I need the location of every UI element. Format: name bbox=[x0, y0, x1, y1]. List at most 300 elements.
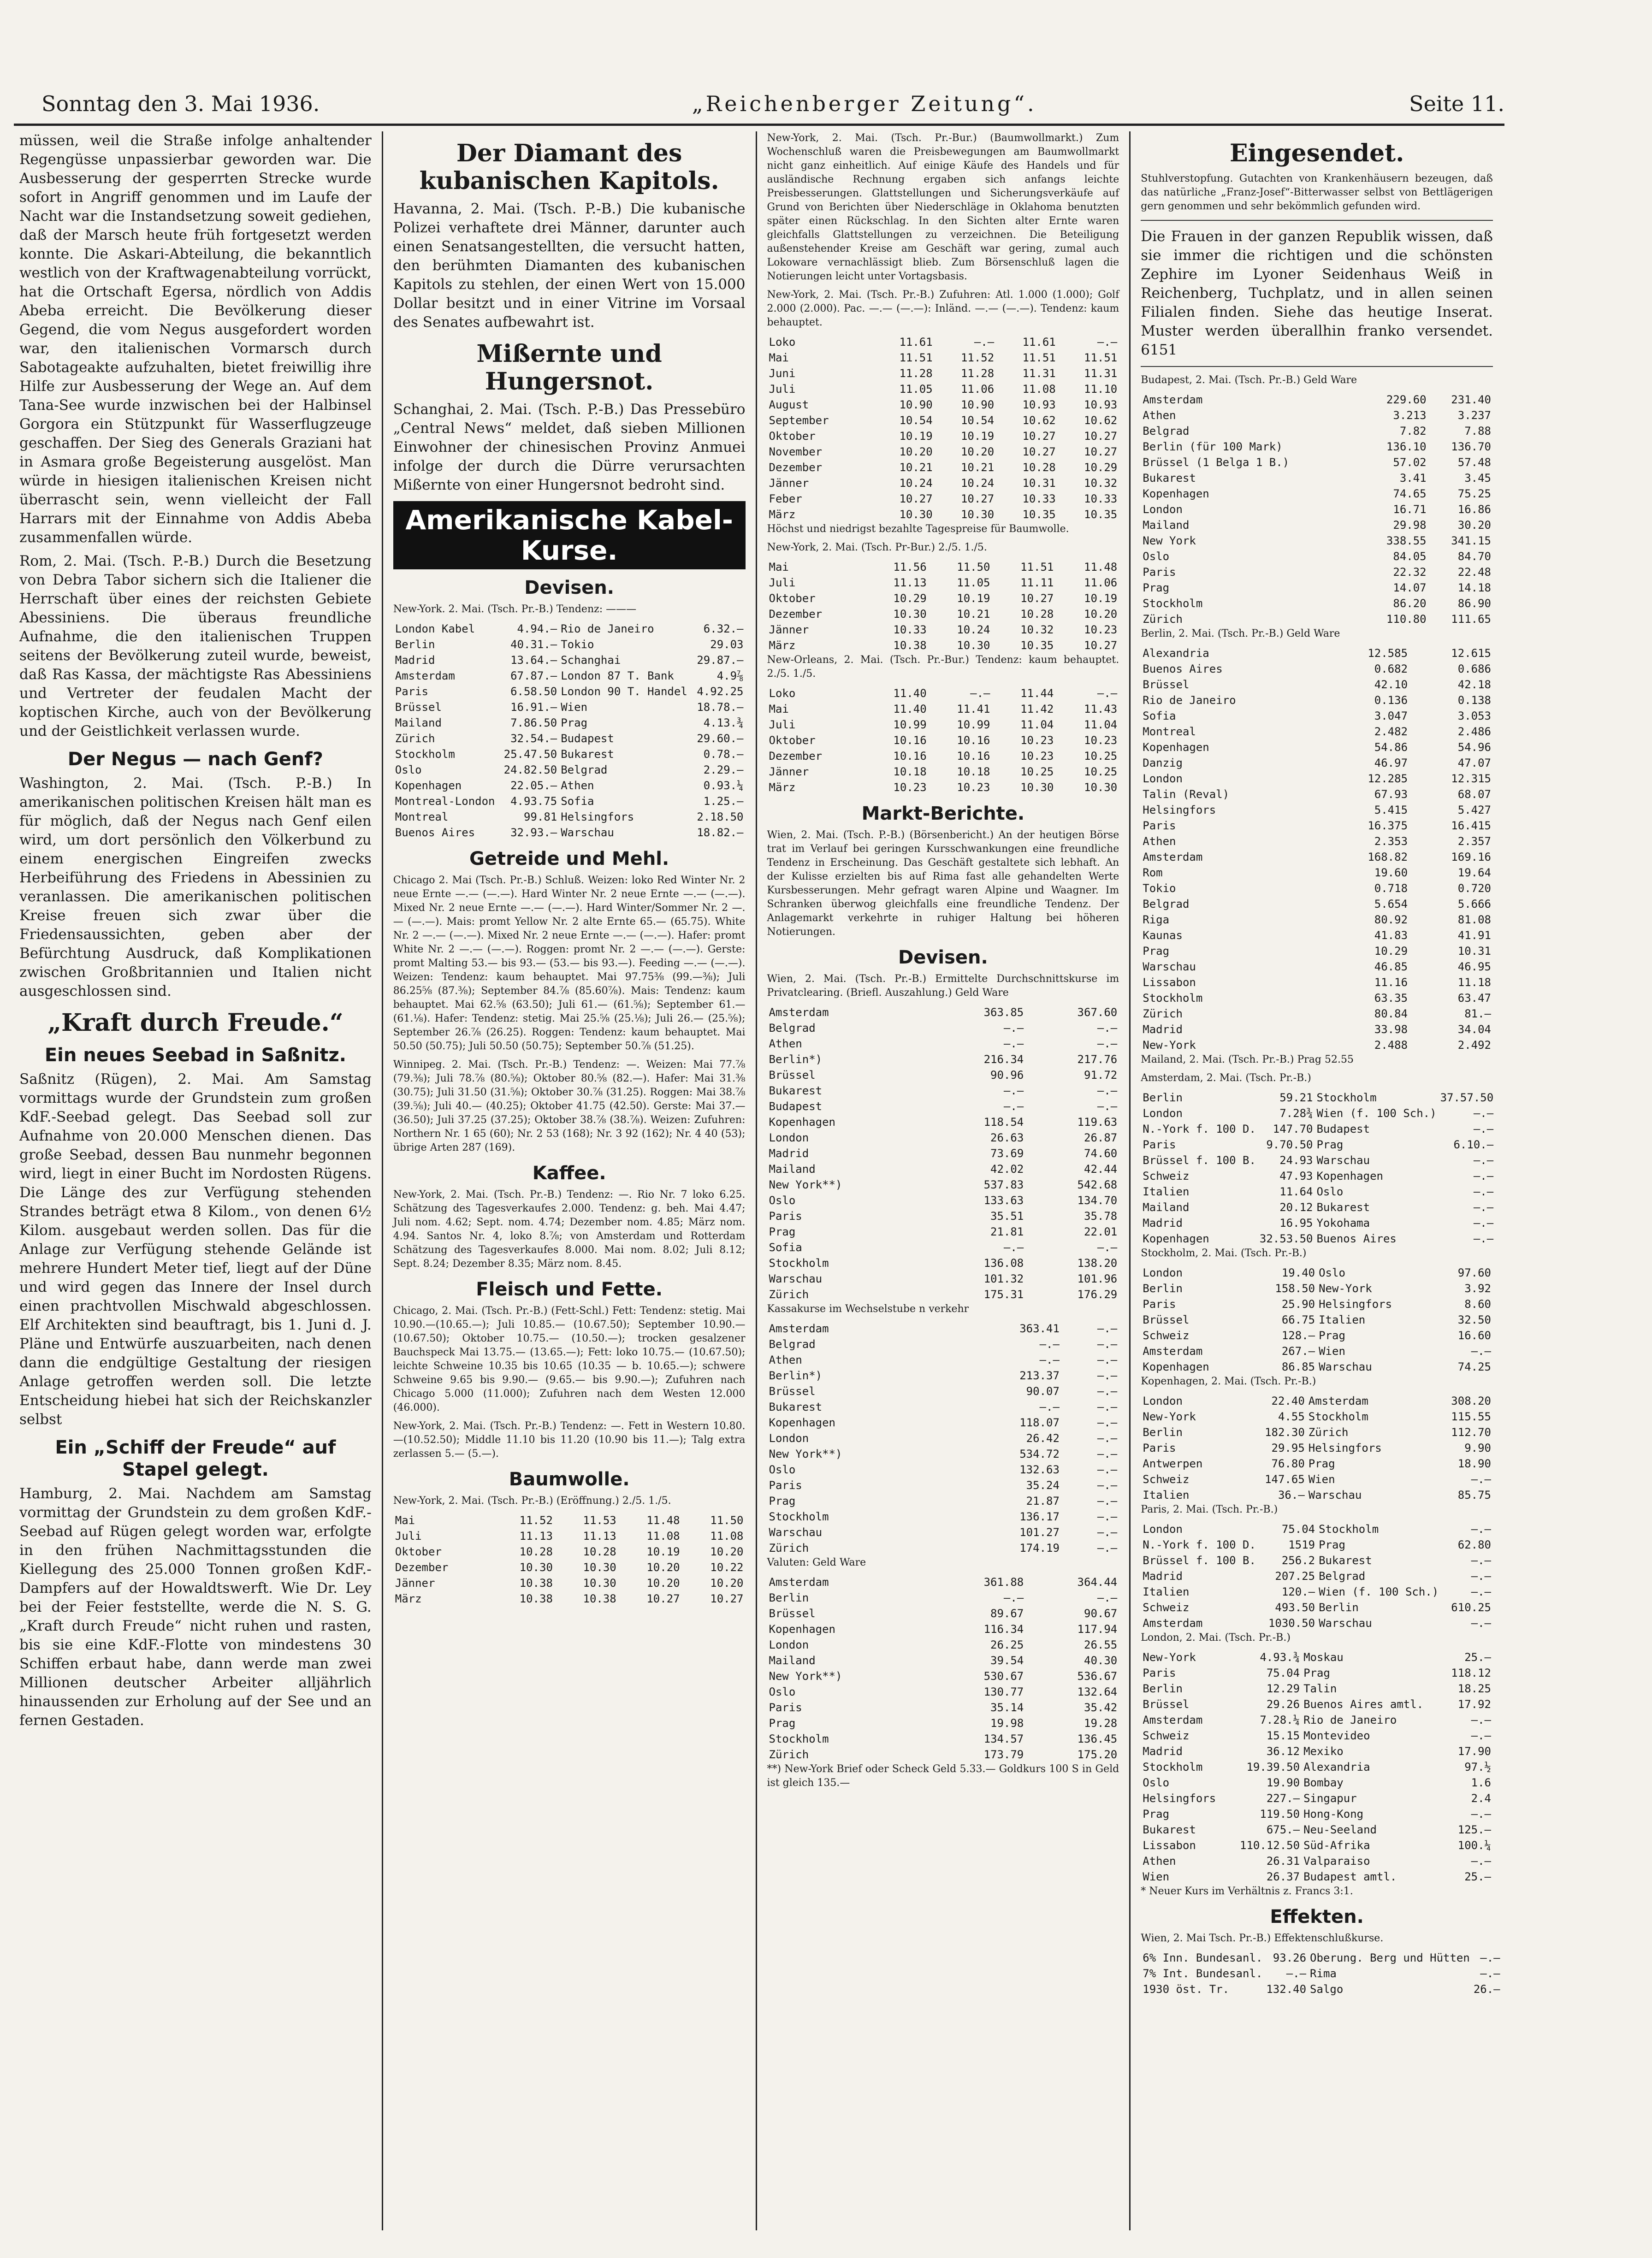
subtitle: New-York, 2. Mai. (Tsch. Pr.-B.) (Eröffnung.) 2./5. 1./5. bbox=[393, 1495, 671, 1507]
table-cell: Berlin bbox=[1143, 1682, 1183, 1695]
table-cell: Sofia bbox=[1143, 709, 1176, 722]
table-cell: 22.40 bbox=[1271, 1395, 1305, 1407]
table-cell: 39.54 bbox=[990, 1654, 1024, 1667]
table-cell: 7.86.50 bbox=[510, 716, 557, 729]
table-row bbox=[1141, 912, 1493, 928]
table-row bbox=[767, 491, 1119, 507]
divider bbox=[1141, 366, 1493, 367]
table-cell: 610.25 bbox=[1451, 1601, 1491, 1614]
table-cell: 10.21 bbox=[957, 608, 990, 621]
table-cell: Stockholm bbox=[1308, 1410, 1368, 1423]
table-cell: New York bbox=[1143, 534, 1196, 547]
table-cell: 46.97 bbox=[1374, 757, 1408, 769]
table-cell: 101.96 bbox=[1077, 1272, 1118, 1285]
table-row bbox=[767, 1653, 1119, 1668]
table-cell: 132.63 bbox=[1019, 1463, 1060, 1476]
table-cell: 19.98 bbox=[990, 1717, 1024, 1730]
table-cell: 2.486 bbox=[1457, 725, 1491, 738]
table-cell: 42.02 bbox=[990, 1163, 1024, 1176]
table-cell: 74.60 bbox=[1084, 1147, 1118, 1160]
table-cell: 10.99 bbox=[893, 718, 927, 731]
table-row bbox=[767, 559, 1119, 575]
table-cell: London bbox=[1143, 1523, 1183, 1536]
table-cell: 10.62 bbox=[1022, 414, 1056, 427]
table-cell: Kopenhagen bbox=[1143, 1232, 1209, 1245]
table-cell: Stockholm bbox=[1316, 1091, 1377, 1104]
table-cell: Prag bbox=[769, 1495, 796, 1507]
table-row bbox=[1141, 1312, 1493, 1328]
table-cell: 29.60.— bbox=[697, 732, 744, 745]
table-row bbox=[1141, 502, 1493, 517]
headline: Der Diamant des kubanischen Kapitols. bbox=[419, 139, 719, 195]
table-cell: 10.19 bbox=[960, 430, 995, 443]
table-cell: Warschau bbox=[1319, 1360, 1372, 1373]
table-cell: —.— bbox=[1097, 1416, 1118, 1429]
table-cell: London bbox=[1143, 772, 1183, 785]
table-cell: 10.38 bbox=[583, 1592, 616, 1605]
table-row bbox=[767, 717, 1119, 733]
table-cell: Helsingfors bbox=[1143, 804, 1216, 816]
table-row bbox=[1141, 423, 1493, 439]
table-cell: 11.08 bbox=[710, 1530, 744, 1543]
table-row bbox=[767, 1193, 1119, 1208]
table-cell: 4.55 bbox=[1278, 1410, 1305, 1423]
table-cell: 29.98 bbox=[1393, 519, 1427, 532]
table-cell: Brüssel bbox=[1143, 1698, 1190, 1711]
table-row bbox=[1141, 1472, 1493, 1487]
table-cell: 11.61 bbox=[1022, 336, 1056, 349]
table-cell: —.— bbox=[1097, 1463, 1118, 1476]
table-cell: 134.70 bbox=[1077, 1194, 1118, 1207]
table-row bbox=[767, 350, 1119, 366]
table-cell: Brüssel f. 100 B. bbox=[1143, 1554, 1256, 1567]
table-row bbox=[767, 1099, 1119, 1114]
table-cell: Rom bbox=[1143, 866, 1163, 879]
table-row bbox=[1141, 455, 1493, 470]
table-cell: Feber bbox=[769, 492, 802, 505]
table-cell: 29.03 bbox=[710, 638, 744, 651]
table-cell: 75.04 bbox=[1266, 1667, 1300, 1679]
table-cell: 16.60 bbox=[1457, 1329, 1491, 1342]
table-cell: 11.51 bbox=[1020, 561, 1054, 573]
table-cell: Zürich bbox=[1143, 613, 1183, 626]
table-cell: 4.13.¾ bbox=[703, 716, 744, 729]
column-2 bbox=[383, 131, 757, 2230]
table-row bbox=[393, 778, 746, 793]
table-row bbox=[767, 1540, 1119, 1556]
table-cell: 11.51 bbox=[899, 351, 933, 364]
table-row bbox=[393, 684, 746, 699]
table-cell: 136.70 bbox=[1451, 440, 1491, 453]
table-cell: New York**) bbox=[769, 1448, 842, 1460]
table-cell: 10.33 bbox=[1084, 492, 1118, 505]
table-cell: 130.77 bbox=[983, 1685, 1024, 1698]
table-cell: Belgrad bbox=[769, 1022, 816, 1034]
table-row bbox=[767, 638, 1119, 653]
table-row bbox=[1141, 1600, 1493, 1615]
table-cell: 11.40 bbox=[893, 703, 927, 715]
table-row bbox=[767, 1509, 1119, 1525]
table-cell: Warschau bbox=[561, 826, 614, 839]
table-row bbox=[1141, 1553, 1493, 1568]
table-cell: Jänner bbox=[769, 765, 809, 778]
table-cell: Dezember bbox=[769, 461, 823, 474]
table-cell: 11.31 bbox=[1022, 367, 1056, 380]
table-cell: 10.16 bbox=[893, 734, 927, 747]
table-cell: 19.39.50 bbox=[1246, 1761, 1300, 1773]
table-cell: 112.70 bbox=[1451, 1426, 1491, 1439]
table-cell: Dezember bbox=[769, 750, 823, 763]
table-cell: Oslo bbox=[1319, 1266, 1345, 1279]
table-cell: Buenos Aires bbox=[1143, 662, 1223, 675]
market-text: New-York, 2. Mai. (Tsch. Pr.-B.) Zufuhren: Atl. 1.000 (1.000); Golf 2.000 (2.000). Pac. —.— (—.—): Inländ. —.— (—.—). Tendenz: kaum behauptet. bbox=[767, 289, 1119, 328]
table-row bbox=[767, 1415, 1119, 1430]
table-cell: 35.51 bbox=[990, 1210, 1024, 1223]
table-cell: Kopenhagen bbox=[1143, 1360, 1209, 1373]
table-cell: 86.20 bbox=[1393, 597, 1427, 610]
table-row bbox=[767, 1146, 1119, 1161]
table-cell: New-York bbox=[1143, 1651, 1196, 1664]
table-cell: 2.482 bbox=[1374, 725, 1408, 738]
table-cell: 36.— bbox=[1278, 1489, 1305, 1501]
table-cell: 363.41 bbox=[1019, 1322, 1060, 1335]
table-cell: 16.91.— bbox=[510, 701, 557, 714]
table-row bbox=[393, 652, 746, 668]
section-title: Getreide und Mehl. bbox=[469, 848, 669, 869]
article-text: Havanna, 2. Mai. (Tsch. P.-B.) Die kubanische Polizei verhaftete drei Männer, darunter auch einen Senatsangestellten, die versucht hatten, den berühmten Diamanten des kubanischen Kapitols zu stehlen, der einen Wert von 15.000 Dollar besitzt und in einer Vitrine im Vorsaal des Senates aufbewahrt ist. bbox=[393, 201, 746, 331]
table-cell: Prag bbox=[1143, 581, 1170, 594]
table-cell: 41.91 bbox=[1457, 929, 1491, 942]
table-cell: Zürich bbox=[395, 732, 435, 745]
section-banner: Amerikanische Kabel-Kurse. bbox=[393, 501, 746, 569]
table-row bbox=[767, 1747, 1119, 1762]
table-cell: 19.40 bbox=[1281, 1266, 1315, 1279]
table-cell: 6.32.— bbox=[703, 622, 744, 635]
table-cell: Kopenhagen bbox=[769, 1416, 835, 1429]
table-cell: 10.27 bbox=[899, 492, 933, 505]
headline: Ein „Schiff der Freude“ auf Stapel gelegt. bbox=[55, 1437, 336, 1480]
table-row bbox=[767, 428, 1119, 444]
table-cell: 2.4 bbox=[1471, 1792, 1491, 1805]
table-cell: Zürich bbox=[769, 1288, 809, 1301]
table-cell: Zürich bbox=[1308, 1426, 1349, 1439]
table-cell: 35.14 bbox=[990, 1701, 1024, 1714]
table-cell: März bbox=[769, 781, 796, 794]
table-row bbox=[1141, 1296, 1493, 1312]
table-cell: —.— bbox=[1097, 336, 1118, 349]
table-row bbox=[1141, 1568, 1493, 1584]
subtitle: Stockholm, 2. Mai. (Tsch. Pr.-B.) bbox=[1141, 1247, 1307, 1259]
table-cell: Budapest amtl. bbox=[1303, 1870, 1397, 1883]
subtitle: New-Orleans, 2. Mai. (Tsch. Pr.-Bur.) Tendenz: kaum behauptet. 2./5. 1./5. bbox=[767, 654, 1119, 680]
table-cell: 19.60 bbox=[1374, 866, 1408, 879]
table-cell: 10.19 bbox=[1084, 592, 1118, 605]
table-cell: 11.31 bbox=[1084, 367, 1118, 380]
table-cell: Prag bbox=[769, 1225, 796, 1238]
table-row bbox=[1141, 470, 1493, 486]
table-cell: —.— bbox=[1097, 1495, 1118, 1507]
headline: Eingesendet. bbox=[1229, 139, 1404, 167]
table-cell: Wien bbox=[561, 701, 588, 714]
table-cell: Amsterdam bbox=[769, 1006, 829, 1019]
table-cell: 81.08 bbox=[1457, 913, 1491, 926]
column-4 bbox=[1131, 131, 1503, 2230]
table-cell: 97.½ bbox=[1464, 1761, 1491, 1773]
table-cell: Buenos Aires amtl. bbox=[1303, 1698, 1424, 1711]
table-cell: Lissabon bbox=[1143, 1839, 1196, 1852]
table-cell: 67.93 bbox=[1374, 788, 1408, 801]
table-cell: —.— bbox=[1097, 687, 1118, 700]
table-cell: Mailand bbox=[395, 716, 442, 729]
table-row bbox=[1141, 943, 1493, 959]
table-cell: 24.93 bbox=[1279, 1154, 1313, 1167]
table-cell: 10.23 bbox=[1020, 750, 1054, 763]
table-cell: 22.01 bbox=[1084, 1225, 1118, 1238]
table-cell: 10.20 bbox=[710, 1545, 744, 1558]
table-row bbox=[1141, 802, 1493, 818]
table-row bbox=[1141, 392, 1493, 408]
table-cell: Italien bbox=[1143, 1489, 1190, 1501]
table-cell: Prag bbox=[1319, 1329, 1345, 1342]
table-cell: 217.76 bbox=[1077, 1053, 1118, 1066]
table-row bbox=[1141, 1615, 1493, 1631]
table-cell: 136.08 bbox=[983, 1257, 1024, 1270]
table-cell: Berlin (für 100 Mark) bbox=[1143, 440, 1283, 453]
table-cell: 10.27 bbox=[1020, 592, 1054, 605]
table-cell: Mailand bbox=[1143, 519, 1190, 532]
table-row bbox=[1141, 1231, 1495, 1247]
table-row bbox=[767, 1114, 1119, 1130]
table-cell: Athen bbox=[769, 1354, 802, 1366]
rates-table bbox=[1141, 1521, 1493, 1631]
table-cell: 18.82.— bbox=[697, 826, 744, 839]
table-cell: 3.213 bbox=[1393, 409, 1427, 422]
section-title: Effekten. bbox=[1270, 1906, 1364, 1927]
table-cell: 19.28 bbox=[1084, 1717, 1118, 1730]
table-row bbox=[767, 1271, 1119, 1287]
table-cell: Madrid bbox=[769, 1147, 809, 1160]
table-cell: Wien bbox=[1319, 1345, 1345, 1358]
table-cell: Tokio bbox=[561, 638, 594, 651]
table-cell: 9.90 bbox=[1464, 1442, 1491, 1454]
table-cell: Buenos Aires bbox=[1316, 1232, 1397, 1245]
table-cell: 1.25.— bbox=[703, 795, 744, 808]
table-cell: 41.83 bbox=[1374, 929, 1408, 942]
table-row bbox=[393, 825, 746, 840]
table-row bbox=[1141, 1440, 1493, 1456]
table-row bbox=[767, 748, 1119, 764]
table-cell: 10.30 bbox=[583, 1561, 616, 1574]
table-cell: 174.19 bbox=[1019, 1542, 1060, 1555]
table-cell: Amsterdam bbox=[1143, 1617, 1203, 1630]
table-cell: —.— bbox=[1473, 1123, 1494, 1135]
table-row bbox=[1141, 661, 1493, 677]
table-cell: 10.28 bbox=[519, 1545, 553, 1558]
table-cell: Oslo bbox=[769, 1685, 796, 1698]
table-cell: Bukarest bbox=[1319, 1554, 1372, 1567]
table-cell: 11.13 bbox=[519, 1530, 553, 1543]
table-cell: 2.492 bbox=[1457, 1039, 1491, 1052]
subtitle: Budapest, 2. Mai. (Tsch. Pr.-B.) Geld Ware bbox=[1141, 374, 1357, 386]
table-cell: 7.28.¼ bbox=[1260, 1714, 1300, 1726]
subtitle: New-York. 2. Mai. (Tsch. Pr.-B.) Tendenz: ——— bbox=[393, 603, 637, 615]
table-row bbox=[1141, 1775, 1493, 1791]
table-cell: 10.27 bbox=[710, 1592, 744, 1605]
table-cell: 10.35 bbox=[1022, 508, 1056, 521]
table-cell: —.— bbox=[1097, 1385, 1118, 1398]
table-cell: Prag bbox=[1303, 1667, 1330, 1679]
table-cell: —.— bbox=[1003, 1022, 1024, 1034]
table-cell: 11.13 bbox=[893, 576, 927, 589]
table-cell: —.— bbox=[1097, 1401, 1118, 1413]
table-cell: Paris bbox=[1143, 566, 1176, 579]
table-cell: 29.26 bbox=[1266, 1698, 1300, 1711]
advertisement-text: Die Frauen in der ganzen Republik wissen, daß sie immer die richtigen und die schönsten Zephire im Lyoner Seidenhaus Weiß in Reichenberg, Tuchplatz, und in allen seinen Filialen finden. Siehe das heutige Inserat. Muster werden überallhin franko versendet. 6151 bbox=[1141, 228, 1493, 358]
table-cell: 10.28 bbox=[1020, 608, 1054, 621]
table-cell: 35.42 bbox=[1084, 1701, 1118, 1714]
table-cell: Stockholm bbox=[769, 1257, 829, 1270]
table-row bbox=[767, 1083, 1119, 1099]
table-cell: New-York bbox=[1143, 1039, 1196, 1052]
table-cell: 11.04 bbox=[1020, 718, 1054, 731]
table-cell: Talin bbox=[1303, 1682, 1337, 1695]
table-row bbox=[393, 668, 746, 684]
table-cell: 0.682 bbox=[1374, 662, 1408, 675]
table-cell: Stockholm bbox=[769, 1732, 829, 1745]
table-cell: —.— bbox=[970, 687, 990, 700]
table-cell: 17.92 bbox=[1457, 1698, 1491, 1711]
table-cell: 10.16 bbox=[893, 750, 927, 763]
table-cell: 75.04 bbox=[1281, 1523, 1315, 1536]
table-row bbox=[1141, 1090, 1495, 1105]
table-cell: 21.81 bbox=[990, 1225, 1024, 1238]
column-3 bbox=[757, 131, 1131, 2230]
table-row bbox=[1141, 1696, 1493, 1712]
table-cell: 136.45 bbox=[1077, 1732, 1118, 1745]
table-cell: 81.— bbox=[1464, 1007, 1491, 1020]
table-row bbox=[1141, 486, 1493, 502]
table-row bbox=[1141, 786, 1493, 802]
table-row bbox=[1141, 1456, 1493, 1472]
table-cell: Oslo bbox=[769, 1194, 796, 1207]
table-cell: 10.27 bbox=[960, 492, 995, 505]
table-cell: 134.57 bbox=[983, 1732, 1024, 1745]
table-cell: 22.05.— bbox=[510, 779, 557, 792]
table-row bbox=[1141, 1950, 1502, 1966]
table-row bbox=[1141, 1393, 1493, 1409]
table-cell: Bukarest bbox=[561, 748, 614, 761]
article-text: Schanghai, 2. Mai. (Tsch. P.-B.) Das Pressebüro „Central News“ meldet, daß sieben Millionen Einwohner der chinesischen Provinz Anmuei infolge der durch die Dürre verursachten Mißernte von einer Hungersnot bedroht sind. bbox=[393, 401, 746, 493]
table-cell: Prag bbox=[1308, 1457, 1335, 1470]
table-cell: Berlin bbox=[1319, 1601, 1359, 1614]
table-cell: 308.20 bbox=[1451, 1395, 1491, 1407]
table-row bbox=[1141, 1281, 1493, 1296]
table-cell: September bbox=[769, 414, 829, 427]
table-cell: Yokohama bbox=[1316, 1217, 1370, 1229]
rates-table bbox=[1141, 392, 1493, 627]
table-cell: Helsingfors bbox=[561, 810, 634, 823]
table-cell: 22.48 bbox=[1457, 566, 1491, 579]
table-cell: 7.28¾ bbox=[1279, 1107, 1313, 1120]
section-title: Fleisch und Fette. bbox=[476, 1279, 663, 1300]
table-cell: —.— bbox=[1471, 1554, 1491, 1567]
table-cell: 32.53.50 bbox=[1259, 1232, 1313, 1245]
table-cell: 3.41 bbox=[1399, 472, 1427, 485]
table-cell: 111.65 bbox=[1451, 613, 1491, 626]
table-cell: 4.93.¾ bbox=[1260, 1651, 1300, 1664]
table-cell: —.— bbox=[1286, 1967, 1307, 1980]
table-cell: —.— bbox=[1003, 1591, 1024, 1604]
table-cell: 10.20 bbox=[710, 1577, 744, 1590]
headline: Der Negus — nach Genf? bbox=[67, 749, 323, 770]
table-cell: 493.50 bbox=[1275, 1601, 1315, 1614]
table-cell: 3.45 bbox=[1464, 472, 1491, 485]
article-text: Washington, 2. Mai. (Tsch. P.-B.) In amerikanischen politischen Kreisen hält man es für möglich, daß der Negus nach Genf eilen wird, um dort persönlich den Völkerbund zu einem energischen Eingreifen zwecks Herbeiführung des Friedens in Abessinien zu veranlassen. Die amerikanischen politischen Kreise freuen sich zwar über die Friedensaussichten, geben aber der Befürchtung Ausdruck, daß Komplikationen zwischen Großbritannien und Italien nicht ausgeschlossen sind. bbox=[19, 775, 372, 999]
table-cell: Mailand bbox=[769, 1163, 816, 1176]
table-cell: Mexiko bbox=[1303, 1745, 1344, 1758]
table-cell: 11.10 bbox=[1084, 383, 1118, 396]
table-row bbox=[1141, 408, 1493, 423]
table-row bbox=[1141, 645, 1493, 661]
table-cell: 67.87.— bbox=[510, 669, 557, 682]
table-cell: 68.07 bbox=[1457, 788, 1491, 801]
table-cell: Kopenhagen bbox=[1143, 487, 1209, 500]
table-cell: Stockholm bbox=[395, 748, 455, 761]
table-row bbox=[1141, 1153, 1495, 1168]
table-cell: 341.15 bbox=[1451, 534, 1491, 547]
table-cell: Berlin bbox=[1143, 1091, 1183, 1104]
table-cell: 116.34 bbox=[983, 1623, 1024, 1636]
table-cell: 100.¼ bbox=[1457, 1839, 1491, 1852]
table-cell: Amsterdam bbox=[395, 669, 455, 682]
table-cell: Danzig bbox=[1143, 757, 1183, 769]
table-cell: 0.78.— bbox=[703, 748, 744, 761]
table-cell: 10.18 bbox=[893, 765, 927, 778]
table-cell: 136.17 bbox=[1019, 1510, 1060, 1523]
table-cell: Oktober bbox=[769, 592, 816, 605]
table-cell: Budapest bbox=[769, 1100, 823, 1113]
table-cell: Neu-Seeland bbox=[1303, 1823, 1377, 1836]
table-cell: Oktober bbox=[769, 734, 816, 747]
table-cell: —.— bbox=[1097, 1432, 1118, 1445]
table-cell: 1930 öst. Tr. bbox=[1143, 1983, 1230, 1996]
table-row bbox=[1141, 1137, 1495, 1153]
table-cell: 6.10.— bbox=[1453, 1138, 1494, 1151]
table-cell: 10.99 bbox=[957, 718, 990, 731]
table-cell: Amsterdam bbox=[769, 1576, 829, 1589]
table-cell: 11.40 bbox=[893, 687, 927, 700]
table-cell: Sofia bbox=[561, 795, 594, 808]
table-cell: 10.93 bbox=[1022, 398, 1056, 411]
table-row bbox=[767, 1462, 1119, 1478]
table-cell: 86.85 bbox=[1281, 1360, 1315, 1373]
header-rule bbox=[14, 124, 1504, 126]
table-cell: Jänner bbox=[395, 1577, 435, 1590]
table-cell: 11.42 bbox=[1020, 703, 1054, 715]
table-row bbox=[1141, 533, 1493, 549]
table-cell: —.— bbox=[1473, 1107, 1494, 1120]
table-cell: 74.25 bbox=[1457, 1360, 1491, 1373]
table-cell: 25.47.50 bbox=[503, 748, 557, 761]
table-cell: Loko bbox=[769, 336, 796, 349]
section-title: Kaffee. bbox=[532, 1163, 606, 1184]
table-cell: Juli bbox=[769, 576, 796, 589]
table-cell: März bbox=[769, 639, 796, 652]
table-cell: —.— bbox=[1097, 1526, 1118, 1539]
table-row bbox=[767, 1020, 1119, 1036]
table-cell: —.— bbox=[1097, 1241, 1118, 1254]
newspaper-columns bbox=[9, 131, 1503, 2230]
